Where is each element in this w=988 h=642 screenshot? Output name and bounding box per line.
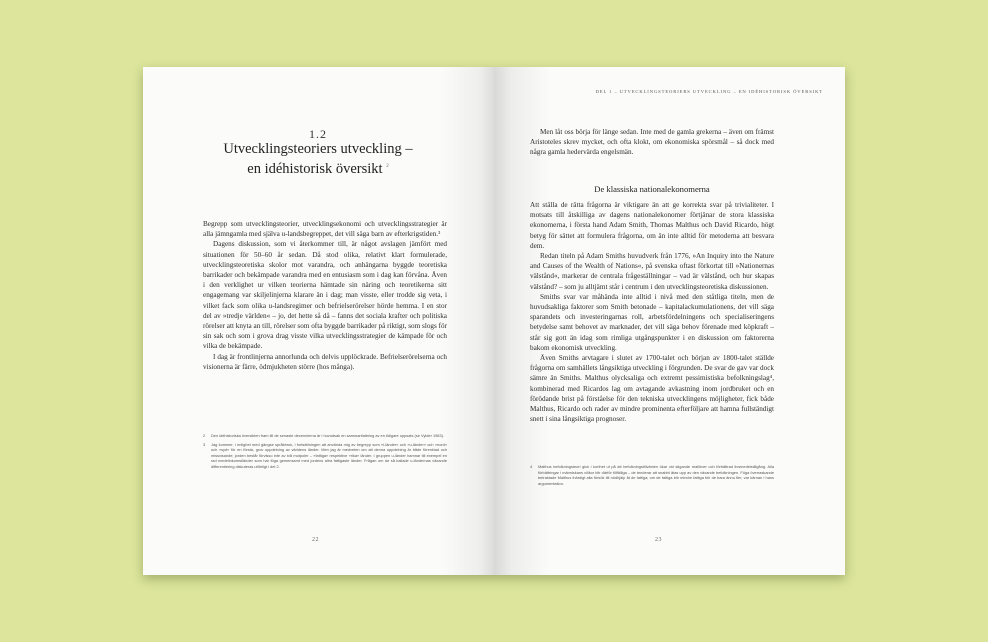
right-footnotes — [530, 464, 774, 489]
left-footnotes — [203, 433, 447, 473]
footnote — [203, 442, 447, 470]
section-heading: De klassiska nationalekonomerna — [594, 184, 710, 194]
chapter-title-line2: en idéhistorisk översikt — [247, 160, 383, 177]
footnote-text: Malthus befolkningsteori gick i korthet ut på att befolkningstillväxten ökar vid stigande reallöner och förbättrad livsmedelstillgång. Alla förbättringar i människans villkor blir därför tillfälliga – de tenderar att snabbt ätas upp av den växande befolkningen. Föga överraskande betraktade Malthus ihärdigt alla försök till nödhjälp åt de fattiga; om de fattiga blir mindre fattiga blir de bara ännu fler, var kärnan i hans argumentation. — [538, 464, 774, 486]
footnote — [203, 433, 447, 439]
footnote-number: 4 — [530, 464, 533, 469]
footnote-text: Jag kommer, i enlighet med gängse språkbruk, i fortsättningen att använda mig av begrepp som »i-länder« och »u-länder« och »nord« och »syd« för en första, grov uppdelning av världens länder. Men jag är medveten om att denna uppdelning är både förenklad och missvisande; jorden består förvisso inte av två motpoler – »fattiga« respektive »rika« länder. I gruppen u-länder hamnar till exempel en rad medelinkomstländer som har föga gemensamt med jordens allra fattigaste länder. Frågan om de så kallade u-ländernas växande differentiering diskuteras utförligt i del 2. — [211, 441, 447, 469]
footnote — [530, 464, 774, 486]
paragraph: Men låt oss börja för länge sedan. Inte med de gamla grekerna – även om främst Aristoteles skrev mycket, och ofta klokt, om ekonomiska spörsmål – så dock med några gamla hedervärda engelsmän. — [530, 128, 774, 157]
paragraph: Även Smiths arvtagare i slutet av 1700-talet och början av 1800-talet ställde frågorna om samhällets långsiktiga utveckling i förgrunden. De svar de gav var dock sämre än Smiths. Malthus olycksaliga och extremt pessimistiska befolkningslag⁴, kombinerad med Ricardos lag om avtagande avkastning inom jordbruket och en förödande brist på förståelse för den tekniska utvecklingens möjligheter, fick både Malthus, Ricardo och rader av mindre prominenta efterföljare att hamna fullständigt snett i sina långsiktiga prognoser. — [530, 354, 774, 424]
paragraph: Att ställa de rätta frågorna är viktigare än att ge korrekta svar på trivialiteter. I motsats till åtskilliga av dagens nationalekonomer förtjänar de stora klassiska ekonomerna, i första hand Adam Smith, Thomas Malthus och David Ricardo, högt betyg för sättet att formulera frågorna, om än inte alltid för metoderna att besvara dem. — [530, 201, 774, 250]
paragraph: Dagens diskussion, som vi återkommer till, är något avslagen jämfört med situationen för 50–60 år sedan. Då stod olika, relativt klart formulerade, utvecklingsteoretiska skolor mot varandra, och anhängarna byggde teoretiska barrikader och bekämpade varandra med en entusiasm som i dag kan förvåna. Även i den verklighet ur vilken teorierna hämtade sin näring och teoretikerna sitt engagemang var skiljelinjerna klarare än i dag; man visste, eller trodde sig veta, i vilket fack som olika u-landsregimer och befrielserörelser hörde hemma. I en stor del av »tredje världen« – jo, det hette så då – fanns det sociala krafter och politiska rörelser att knyta an till, rörelser som ofta byggde barrikader på riktigt, som slogs för sin sak och som i grova drag visste vilka utvecklingsstrategier de kämpade för och vilka de bekämpade. — [203, 240, 447, 351]
page-number-left: 22 — [312, 537, 319, 543]
right-body-text — [530, 200, 774, 424]
page-number-right: 23 — [655, 537, 662, 543]
left-page — [143, 67, 494, 575]
footnote-number: 2 — [203, 433, 206, 438]
book-spread — [143, 67, 845, 575]
chapter-title-line1: Utvecklingsteoriers utveckling – — [223, 141, 413, 157]
chapter-title — [183, 141, 453, 178]
paragraph: Smiths svar var måhända inte alltid i nivå med den ståtliga titeln, men de huvudsakliga faktorer som Smith betonade – kapitalackumulationens, det vill säga sparandets och investeringarnas roll, arbetsfördelningens och specialiseringens betydelse samt behovet av marknader, det vill säga behov förenade med köpkraft – står sig gott än idag som rimliga utgångspunkter i en diskussion om faktorerna bakom ekonomisk utveckling. — [530, 292, 774, 352]
intro-text — [530, 127, 774, 158]
running-head: DEL 1 – UTVECKLINGSTEORIERS UTVECKLING – EN IDÉHISTORISK ÖVERSIKT — [595, 89, 823, 94]
left-body-text — [203, 219, 447, 372]
right-page — [494, 67, 845, 575]
chapter-number: 1.2 — [309, 127, 327, 141]
paragraph: I dag är frontlinjerna annorlunda och delvis upplöckrade. Befrielserörelserna och visionerna är färre, ödmjukheten större (hos många). — [203, 352, 447, 371]
footnote-number: 3 — [203, 441, 206, 447]
paragraph: Begrepp som utvecklingsteorier, utvecklingsekonomi och utvecklingsstrategier är alla jämngamla med själva u-landsbegreppet, det vill säga barn av efterkrigstiden.³ — [203, 220, 447, 239]
paragraph: Redan titeln på Adam Smiths huvudverk från 1776, »An Inquiry into the Nature and Causes of the Wealth of Nations«, på svenska oftast förkortat till »Nationernas välstånd«, markerar de centrala frågeställningar – vad är välstånd, och hur skapas välstånd? – som ju alltjämt står i centrum i den utvecklingsteoretiska diskussionen. — [530, 252, 774, 291]
chapter-title-note: 2 — [386, 164, 389, 169]
footnote-text: Den idéhistoriska översikten fram till de senaste decennierna är i huvudsak en sammanfattning av en tidigare uppsats (se Vylder 1983). — [211, 433, 444, 438]
